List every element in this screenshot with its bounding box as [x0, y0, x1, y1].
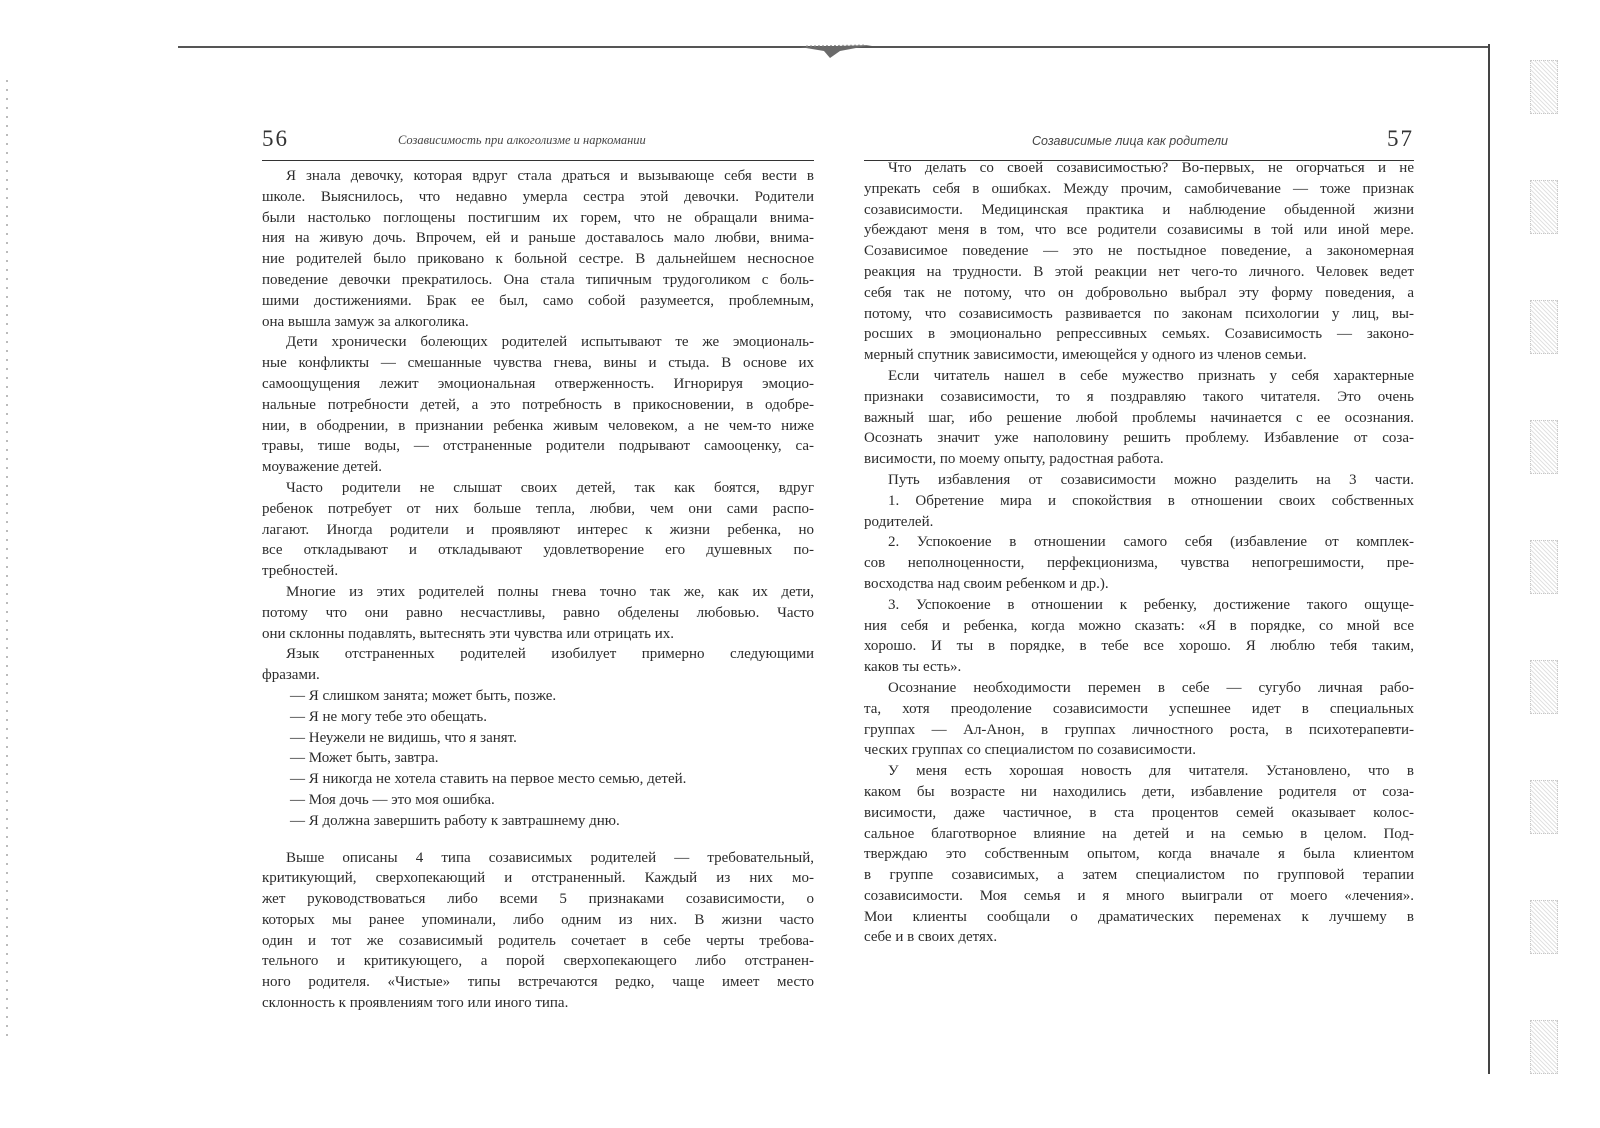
text-line: Многие из этих родителей полны гнева точно так же, как их дети,: [286, 583, 814, 600]
text-line: росших в эмоционально репрессивных семьях. Созависимость — законо-: [864, 326, 1414, 343]
scan-edge-mark: [1530, 300, 1558, 354]
text-line: важный шаг, ибо решение любой проблемы начинается с ее осознания.: [864, 409, 1414, 426]
text-line: которых мы ранее упоминали, либо одним из них. В жизни часто: [262, 911, 814, 928]
text-line: родителей.: [864, 513, 934, 530]
text-line: — Я не могу тебе это обещать.: [290, 708, 487, 725]
text-line: ческих группах со специалистом по созависимости.: [864, 742, 1196, 759]
text-line: школе. Выяснилось, что недавно умерла сестра этой девочки. Родители: [262, 188, 814, 205]
scan-edge-mark: [1530, 420, 1558, 474]
text-line: были настолько поглощены постигшим их горем, что не обращали внима-: [262, 209, 814, 226]
text-line: ного родителя. «Чистые» типы встречаются редко, чаще имеет место: [262, 974, 814, 991]
left-page-number: 56: [262, 126, 289, 151]
text-line: склонность к проявлениям того или иного типа.: [262, 995, 569, 1012]
book-right-edge: [1488, 44, 1490, 1074]
text-line: Путь избавления от созависимости можно разделить на 3 части.: [888, 471, 1414, 488]
text-line: созависимости. Моя семья и я много выиграли от моего «лечения».: [864, 887, 1414, 904]
text-line: созависимости. Медицинская практика и наблюдение обыденной жизни: [864, 201, 1414, 218]
text-line: требностей.: [262, 563, 339, 580]
text-line: группах — Ал-Анон, в группах личностного роста, в психотерапевти-: [864, 721, 1414, 738]
text-line: восходства над своим ребенком и др.).: [864, 575, 1109, 592]
right-page-header: [864, 120, 1414, 161]
scan-edge-mark: [1530, 1020, 1558, 1074]
right-page-body: [864, 158, 1414, 948]
scan-edge-mark: [1530, 900, 1558, 954]
text-line: ребенок потребует от них больше тепла, любви, чем они сами распо-: [262, 500, 814, 517]
text-line: тверждаю это собственным опытом, когда вначале я была клиентом: [864, 846, 1414, 863]
text-line: убеждают меня в том, что все родители созависимы в той или иной мере.: [864, 222, 1414, 239]
text-line: самоощущения лежит эмоциональная отверженность. Игнорируя эмоцио-: [262, 375, 814, 392]
scan-edge-strip: [1530, 60, 1560, 1100]
text-line: 3. Успокоение в отношении к ребенку, достижение такого ощуще-: [888, 596, 1414, 613]
text-line: каком бы возрасте ни находились дети, избавление родителя от соза-: [864, 783, 1414, 800]
right-page-number: 57: [1387, 126, 1414, 151]
text-line: каков ты есть».: [864, 659, 962, 676]
text-line: сальное благотворное влияние на детей и на семью в целом. Под-: [864, 825, 1414, 842]
right-running-head: Созависимые лица как родители: [1032, 134, 1228, 148]
left-running-head: Созависимость при алкоголизме и наркомании: [398, 133, 646, 147]
text-line: У меня есть хорошая новость для читателя. Установлено, что в: [888, 763, 1414, 780]
text-line: висимости, даже частичное, в ста процентов семей оказывает колос-: [864, 804, 1414, 821]
text-line: Я знала девочку, которая вдруг стала драться и вызывающе себя вести в: [286, 168, 814, 184]
text-line: они склонны подавлять, вытеснять эти чувства или отрицать их.: [262, 625, 675, 642]
text-line: фразами.: [262, 667, 320, 684]
text-line: ние родителей было приковано к больной сестре. В дальнейшем несносное: [262, 251, 814, 268]
text-line: Созависимое поведение — это не постыдное поведение, а закономерная: [864, 243, 1414, 260]
text-line: травы, тише воды, — отстраненные родители подрывают самооценку, са-: [262, 438, 814, 455]
text-line: нии, в ободрении, в признании ребенка живым человеком, а не чем-то ниже: [262, 417, 814, 434]
text-line: Осознание необходимости перемен в себе — сугубо личная рабо-: [888, 679, 1414, 696]
text-line: признаки созависимости, то я поздравляю такого читателя. Это очень: [864, 388, 1414, 405]
left-page-header: [262, 120, 814, 161]
text-line: себя так не потому, что он добровольно выбрал эту форму поведения, а: [864, 284, 1414, 301]
scan-edge-mark: [1530, 60, 1558, 114]
text-line: — Я никогда не хотела ставить на первое место семью, детей.: [290, 771, 687, 788]
text-line: лагают. Иногда родители и проявляют интерес к жизни ребенка, но: [262, 521, 814, 538]
text-line: висимости, по моему опыту, радостная работа.: [864, 451, 1164, 468]
text-line: она вышла замуж за алкоголика.: [262, 313, 469, 330]
scan-edge-mark: [1530, 660, 1558, 714]
text-line: себе и в своих детях.: [864, 929, 998, 946]
text-line: сов неполноценности, перфекционизма, чувства непогрешимости, пре-: [864, 555, 1414, 572]
text-line: потому что они равно несчастливы, равно обделены любовью. Часто: [262, 604, 814, 621]
text-line: Язык отстраненных родителей изобилует примерно следующими: [286, 646, 814, 663]
text-line: нальные потребности детей, а это потребность в прикосновении, в одобре-: [262, 396, 814, 413]
text-line: шими достижениями. Брак ее был, само собой разумеется, проблемным,: [262, 292, 814, 309]
text-line: мерный спутник зависимости, имеющейся у одного из членов семьи.: [864, 347, 1307, 364]
text-line: — Моя дочь — это моя ошибка.: [290, 791, 495, 808]
scan-edge-mark: [1530, 540, 1558, 594]
paragraph-gap: [262, 832, 814, 848]
text-line: 1. Обретение мира и спокойствия в отношении своих собственных: [888, 492, 1414, 509]
text-line: моуважение детей.: [262, 459, 383, 476]
text-line: упрекать себя в ошибках. Между прочим, самобичевание — тоже признак: [864, 180, 1414, 197]
text-line: — Я должна завершить работу к завтрашнему дню.: [290, 812, 620, 829]
text-line: — Я слишком занята; может быть, позже.: [290, 687, 557, 704]
text-line: жет руководствоваться либо всеми 5 признаками созависимости, о: [262, 891, 814, 908]
text-line: Дети хронически болеющих родителей испытывают те же эмоциональ-: [286, 334, 814, 351]
text-line: все откладывают и откладывают удовлетворение его душевных по-: [262, 542, 814, 559]
text-line: Часто родители не слышат своих детей, так как боятся, вдруг: [286, 479, 814, 496]
text-line: Осознать значит уже наполовину решить проблему. Избавление от соза-: [864, 430, 1414, 447]
text-line: Что делать со своей созависимостью? Во-первых, не огорчаться и не: [888, 160, 1414, 176]
text-line: — Неужели не видишь, что я занят.: [290, 729, 517, 746]
text-line: — Может быть, завтра.: [290, 750, 439, 767]
text-line: тельного и критикующего, а порой сверхопекающего либо отстранен-: [262, 953, 814, 970]
text-line: Мои клиенты сообщали о драматических переменах к лучшему в: [864, 908, 1414, 925]
text-line: та, хотя преодоление созависимости успешнее идет в специальных: [864, 700, 1414, 717]
scan-edge-mark: [1530, 180, 1558, 234]
scan-edge-dots: [6, 80, 8, 1040]
text-line: Выше описаны 4 типа созависимых родителей — требовательный,: [286, 849, 814, 866]
text-line: Если читатель нашел в себе мужество признать у себя характерные: [888, 367, 1414, 384]
left-page-body: [262, 166, 814, 1014]
text-line: один и тот же созависимый родитель сочетает в себе черты требова-: [262, 932, 814, 949]
text-line: 2. Успокоение в отношении самого себя (избавление от комплек-: [888, 534, 1414, 551]
text-line: хорошо. И ты в порядке, в тебе все хорошо. Я люблю тебя таким,: [864, 638, 1414, 655]
text-line: в группе созависимых, а затем специалистом по групповой терапии: [864, 867, 1414, 884]
text-line: потому, что созависимость развивается по законам психологии у лиц, вы-: [864, 305, 1414, 322]
text-line: поведение девочки прекратилось. Она стала типичным трудоголиком с боль-: [262, 271, 814, 288]
text-line: критикующий, сверхопекающий и отстраненный. Каждый из них мо-: [262, 870, 814, 887]
text-line: ния себя и ребенка, когда можно сказать: «Я в порядке, со мной все: [864, 617, 1414, 634]
text-line: ния на живую дочь. Впрочем, ей и раньше доставалось мало любви, внима-: [262, 230, 814, 247]
text-line: реакция на трудности. В этой реакции нет чего-то личного. Человек ведет: [864, 263, 1414, 280]
spine-binding-mark: [800, 42, 872, 60]
text-line: ные конфликты — смешанные чувства гнева, вины и стыда. В основе их: [262, 355, 814, 372]
scan-edge-mark: [1530, 780, 1558, 834]
